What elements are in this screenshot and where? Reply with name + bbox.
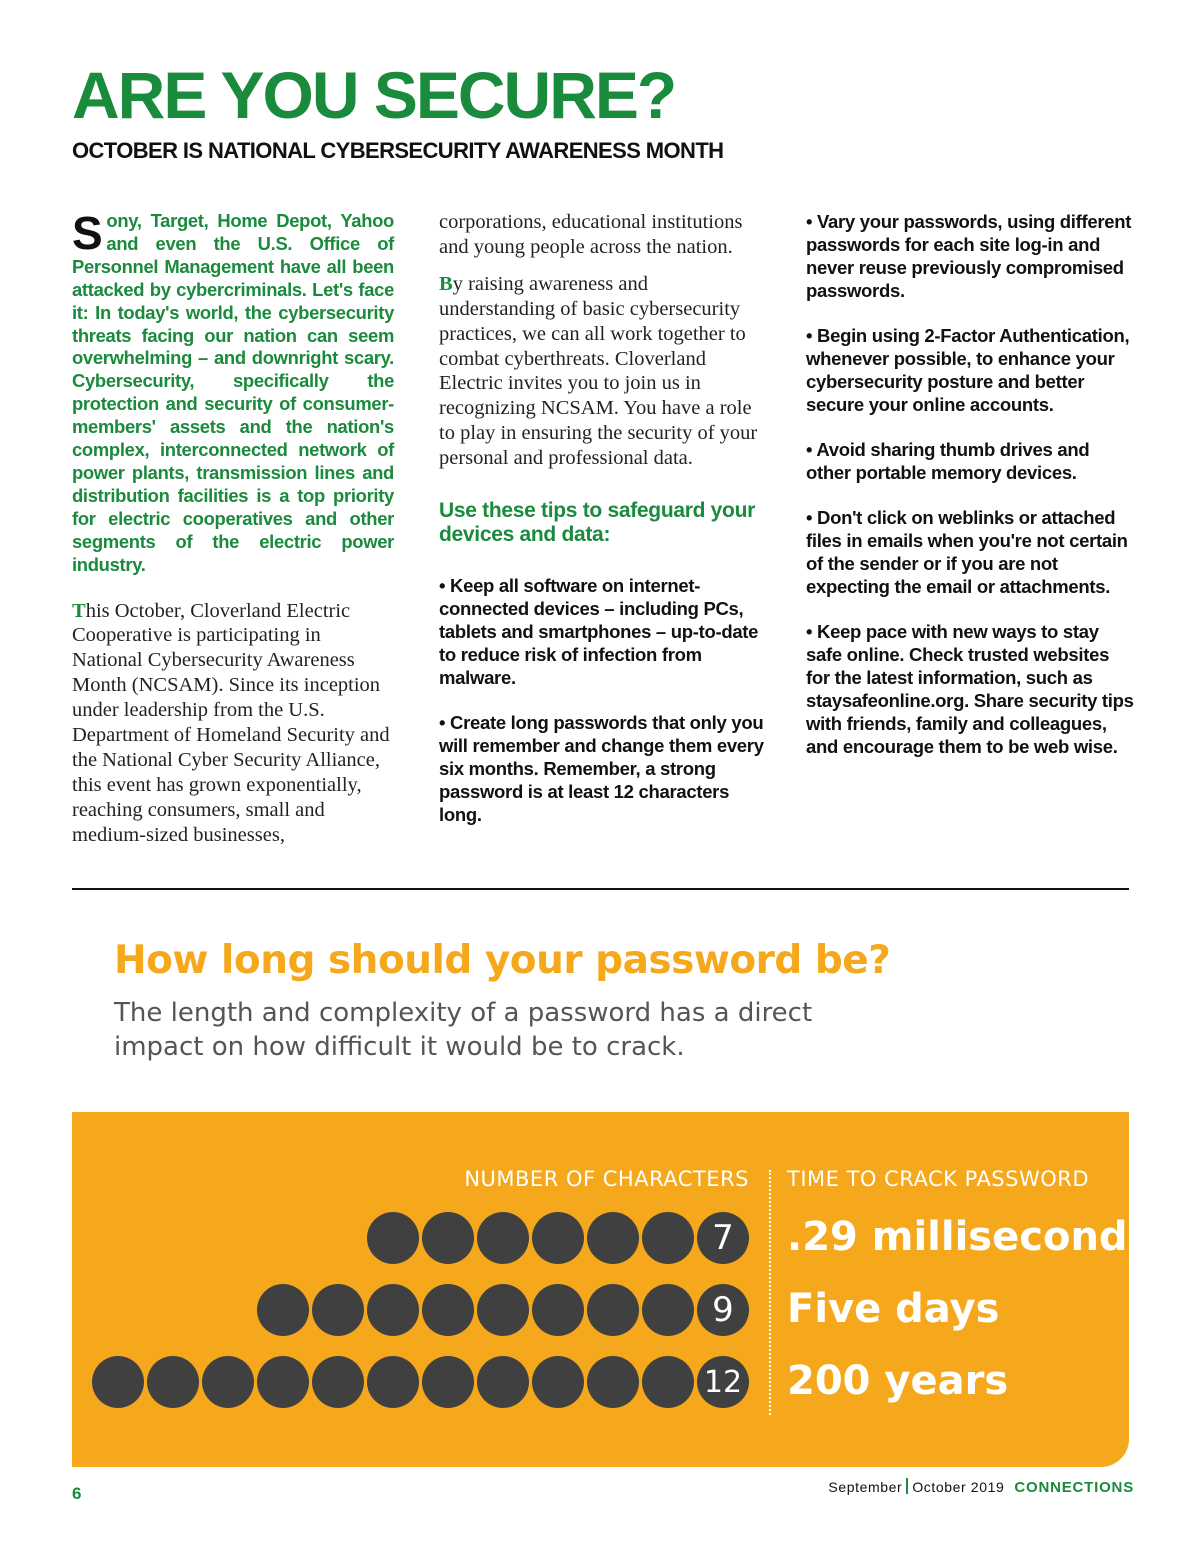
column-3 [806,210,1136,758]
body-paragraph-1-continued: corporations, educational institutions and young people across the nation. [439,211,743,258]
tip-item: • Create long passwords that only you will remember and change them every six months. Remember, a strong password is at least 12 characters long. [439,712,764,826]
crack-time-9: Five days [787,1286,1000,1332]
password-length-infographic [72,1112,1152,1467]
character-dot [532,1356,584,1408]
character-dot [257,1356,309,1408]
character-dot [422,1212,474,1264]
dot-row-12 [92,1356,749,1408]
tips-heading: Use these tips to safeguard your devices and data: [439,499,755,546]
character-dot [147,1356,199,1408]
character-count-dot: 9 [697,1284,749,1336]
tip-item: • Avoid sharing thumb drives and other portable memory devices. [806,439,1090,483]
drop-cap: S [72,207,103,259]
body-paragraph-1 [72,599,394,848]
character-count-dot: 12 [697,1356,749,1408]
body-paragraph-2 [439,272,769,471]
character-dot [587,1212,639,1264]
tip-item: • Keep pace with new ways to stay safe online. Check trusted websites for the latest information, such as staysafeonline.org. Share security tips with friends, family and colleagues, and encourage them to be web wise. [806,621,1134,757]
time-column-header: TIME TO CRACK PASSWORD [787,1167,1090,1191]
character-count-dot: 7 [697,1212,749,1264]
dot-row-7 [367,1212,749,1264]
footer-issue [828,1478,1134,1496]
crack-time-7: .29 milliseconds [787,1214,1152,1260]
para1-initial: T [72,599,86,622]
footer-month-1: September [828,1479,903,1495]
tip-item: • Vary your passwords, using different passwords for each site log-in and never reuse previously compromised passwords. [806,211,1132,301]
character-dot [477,1356,529,1408]
page-title: ARE YOU SECURE? [72,58,676,132]
character-dot [477,1284,529,1336]
para2-text: y raising awareness and understanding of basic cybersecurity practices, we can all work together to combat cyberthreats. Cloverland Electric invites you to join us in recognizing NCSAM. You have a role to play in ensuring the security of your personal and professional data. [439,272,758,470]
character-dot [367,1356,419,1408]
footer-month-2: October 2019 [912,1479,1005,1495]
character-dot [257,1284,309,1336]
para2-initial: B [439,272,453,295]
character-dot [202,1356,254,1408]
column-divider [769,1170,771,1415]
character-dot [532,1284,584,1336]
column-2 [439,210,769,826]
tip-item: • Begin using 2-Factor Authentication, whenever possible, to enhance your cybersecurity posture and better secure your online accounts. [806,325,1130,415]
character-dot [587,1356,639,1408]
character-dot [422,1284,474,1336]
lead-paragraph [72,207,394,577]
chars-column-header: NUMBER OF CHARACTERS [464,1167,749,1191]
footer-separator [906,1478,908,1494]
footer-brand: CONNECTIONS [1014,1479,1134,1496]
crack-time-12: 200 years [787,1358,1009,1404]
infographic-subtitle: The length and complexity of a password has a direct impact on how difficult it would be to crack. [114,998,813,1062]
character-dot [367,1212,419,1264]
tip-item: • Don't click on weblinks or attached files in emails when you're not certain of the sender or if you are not expecting the email or attachments. [806,507,1128,597]
dot-row-9 [257,1284,749,1336]
character-dot [312,1356,364,1408]
character-dot [422,1356,474,1408]
character-dot [312,1284,364,1336]
character-dot [642,1212,694,1264]
column-1 [72,207,394,848]
page-number: 6 [72,1484,82,1503]
lead-text: ony, Target, Home Depot, Yahoo and even the U.S. Office of Personnel Management have all been attacked by cybercriminals. Let's face it: In today's world, the cybersecurity threats facing our nation can seem overwhelming – and downright scary. Cybersecurity, specifically the protection and security of consumer-members' assets and the nation's complex, interconnected network of power plants, transmission lines and distribution facilities is a top priority for electric cooperatives and other segments of the electric power industry. [72,210,394,575]
section-divider [72,888,1129,890]
character-dot [642,1284,694,1336]
para1-text: his October, Cloverland Electric Cooperative is participating in National Cybersecurity Awareness Month (NCSAM). Since its inception under leadership from the U.S. Department of Homeland Security and the National Cyber Security Alliance, this event has grown exponentially, reaching consumers, small and medium-sized businesses, [72,599,390,846]
character-dot [532,1212,584,1264]
character-dot [367,1284,419,1336]
character-dot [477,1212,529,1264]
character-dot [92,1356,144,1408]
tip-item: • Keep all software on internet-connected devices – including PCs, tablets and smartphones – up-to-date to reduce risk of infection from malware. [439,575,759,689]
page-subtitle: OCTOBER IS NATIONAL CYBERSECURITY AWARENESS MONTH [72,138,724,163]
character-dot [642,1356,694,1408]
character-dot [587,1284,639,1336]
infographic-title: How long should your password be? [114,938,891,983]
